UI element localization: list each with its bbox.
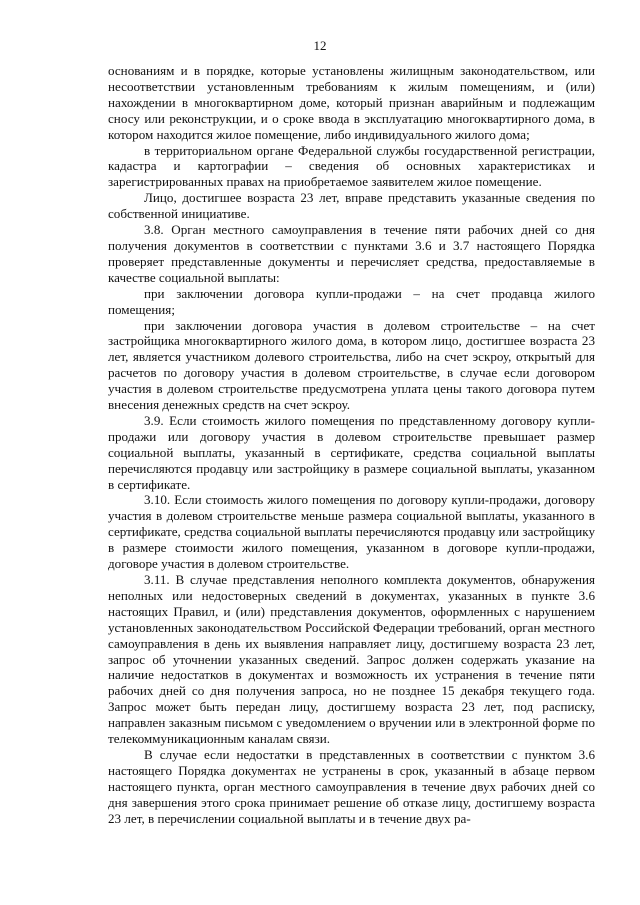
paragraph: 3.9. Если стоимость жилого помещения по представленному договору купли-продажи или договору участия в долевом строительстве превышает размер социальной выплаты, указанный в сертификате, средства социальной выплаты перечисляются продавцу или застройщику в размере социальной выплаты, указанном в сертификате. (108, 412, 595, 492)
paragraph: В случае если недостатки в представленных в соответствии с пунктом 3.6 настоящего Порядка документах не устранены в срок, указанный в абзаце первом настоящего пункта, орган местного самоуправления в течение двух рабочих дней со дня завершения этого срока принимает решение об отказе лицу, достигшему возраста 23 лет, в перечислении социальной выплаты и в течение двух ра- (108, 746, 595, 826)
paragraph: в территориальном органе Федеральной службы государственной регистрации, кадастра и картографии – сведения об основных характеристиках и зарегистрированных правах на приобретаемое заявителем жилое помещение. (108, 142, 595, 190)
page-number: 12 (313, 38, 327, 53)
paragraph: 3.8. Орган местного самоуправления в течение пяти рабочих дней со дня получения документов в соответствии с пунктами 3.6 и 3.7 настоящего Порядка проверяет представленные документы и перечисляет средства, предоставляемые в качестве социальной выплаты: (108, 222, 595, 285)
document-body (108, 63, 595, 827)
paragraph: Лицо, достигшее возраста 23 лет, вправе представить указанные сведения по собственной инициативе. (108, 190, 595, 222)
paragraph: основаниям и в порядке, которые установлены жилищным законодательством, или несоответствии установленным требованиям к жилым помещениям, и (или) нахождении в многоквартирном доме, который признан аварийным и подлежащим сносу или реконструкции, и о сроке ввода в эксплуатацию многоквартирного дома, в котором находится жилое помещение, либо индивидуального жилого дома; (108, 63, 595, 142)
paragraph: 3.11. В случае представления неполного комплекта документов, обнаружения неполных или недостоверных сведений в документах, указанных в пункте 3.6 настоящих Правил, и (или) представления документов, оформленных с нарушением установленных законодательством Российской Федерации требований, орган местного самоуправления в день их выявления направляет лицу, достигшему возраста 23 лет, запрос об уточнении указанных сведений. Запрос должен содержать указание на наличие недостатков в документах и возможность их устранения в течение пяти рабочих дней со дня получения запроса, но не позднее 15 декабря текущего года. Запрос может быть передан лицу, достигшему возраста 23 лет, под расписку, направлен заказным письмом с уведомлением о вручении или в электронной форме по телекоммуникационным каналам связи. (108, 572, 595, 747)
paragraph: 3.10. Если стоимость жилого помещения по договору купли-продажи, договору участия в долевом строительстве меньше размера социальной выплаты, указанного в сертификате, средства социальной выплаты перечисляются продавцу или застройщику в размере стоимости жилого помещения, указанном в договоре купли-продажи, договоре участия в долевом строительстве. (108, 492, 595, 572)
paragraph: при заключении договора участия в долевом строительстве – на счет застройщика многоквартирного жилого дома, в котором лицо, достигшее возраста 23 лет, является участником долевого строительства, либо на счет эскроу, открытый для расчетов по договору участия в долевом строительстве, в случае если договором участия в долевом строительстве предусмотрена уплата цены такого договора путем внесения денежных средств на счет эскроу. (108, 317, 595, 413)
paragraph: при заключении договора купли-продажи – на счет продавца жилого помещения; (108, 285, 595, 317)
